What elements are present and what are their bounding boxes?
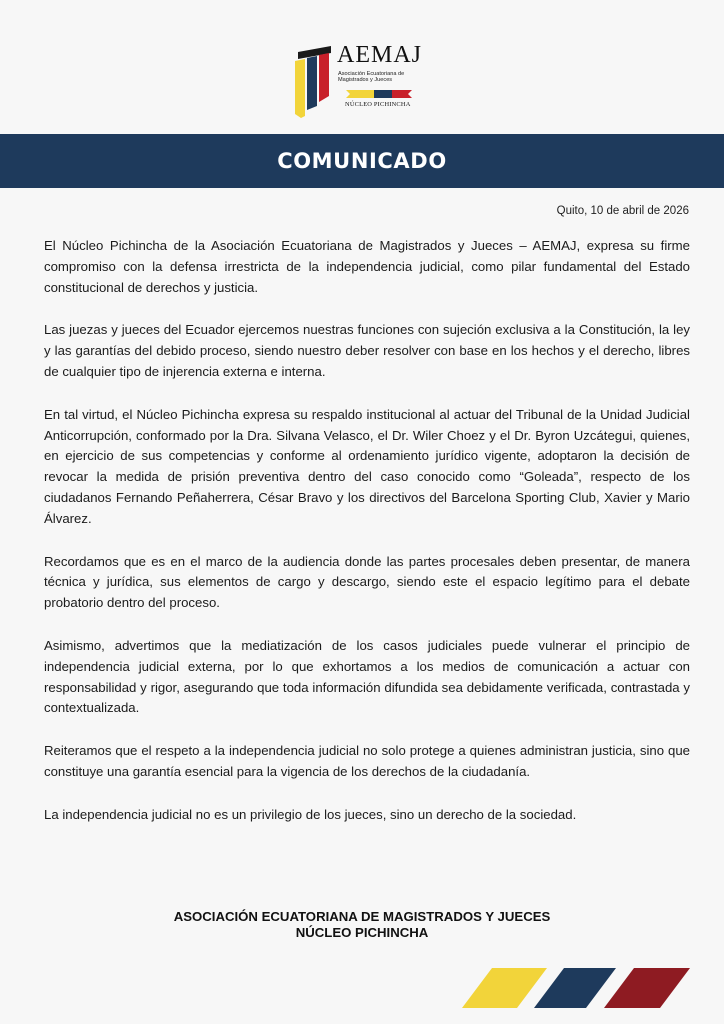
aemaj-emblem-icon <box>293 44 337 118</box>
signature-chapter: NÚCLEO PICHINCHA <box>295 925 429 940</box>
paragraph: Asimismo, advertimos que la mediatización de los casos judiciales puede vulnerar el principio de independencia judicial externa, por lo que exhortamos a los medios de comunicación a actuar con responsabilidad y rigor, asegurando que toda información difundida sea debidamente verificada, contrastada y contextualizada. <box>44 637 690 716</box>
logo-acronym: AEMAJ <box>337 42 423 68</box>
signature-block <box>0 909 724 941</box>
communique-body <box>44 236 690 848</box>
document-date: Quito, 10 de abril de 2026 <box>556 205 689 217</box>
paragraph: Las juezas y jueces del Ecuador ejercemos nuestras funciones con sujeción exclusiva a la Constitución, la ley y las garantías del debido proceso, siendo nuestro deber resolver con base en los hechos y el derecho, libres de cualquier tipo de injerencia externa e interna. <box>44 322 690 379</box>
logo-chapter: NÚCLEO PICHINCHA <box>345 101 411 108</box>
paragraph: Reiteramos que el respeto a la independencia judicial no solo protege a quienes administran justicia, sino que constituye una garantía esencial para la vigencia de los derechos de la ciudadanía. <box>44 743 690 779</box>
logo-subtitle: Asociación Ecuatoriana de Magistrados y Jueces <box>338 71 405 83</box>
page-title: COMUNICADO <box>277 149 447 173</box>
signature-organization: ASOCIACIÓN ECUATORIANA DE MAGISTRADOS Y JUECES <box>173 909 551 924</box>
paragraph: Recordamos que es en el marco de la audiencia donde las partes procesales deben presentar, de manera técnica y jurídica, sus elementos de cargo y descargo, siendo este el espacio legítimo para el debate probatorio dentro del proceso. <box>44 553 690 611</box>
paragraph: En tal virtud, el Núcleo Pichincha expresa su respaldo institucional al actuar del Tribunal de la Unidad Judicial Anticorrupción, conformado por la Dra. Silvana Velasco, el Dr. Wiler Choez y el Dr. Byron Uzcátegui, quienes, en ejercicio de sus competencias y conforme al ordenamiento jurídico vigente, adoptaron la decisión de revocar la medida de prisión preventiva dentro del caso conocido como “Goleada”, respecto de los ciudadanos Fernando Peñaherrera, César Bravo y los directivos del Barcelona Sporting Club, Xavier y Mario Álvarez. <box>44 406 690 526</box>
aemaj-logo <box>293 40 433 120</box>
decorative-stripes-icon <box>462 968 692 1008</box>
title-banner <box>0 134 724 188</box>
flag-ribbon-icon <box>346 89 412 99</box>
paragraph: El Núcleo Pichincha de la Asociación Ecuatoriana de Magistrados y Jueces – AEMAJ, expresa su firme compromiso con la defensa irrestricta de la independencia judicial, como pilar fundamental del Estado constitucional de derechos y justicia. <box>44 238 690 295</box>
paragraph: La independencia judicial no es un privilegio de los jueces, sino un derecho de la sociedad. <box>44 806 577 822</box>
